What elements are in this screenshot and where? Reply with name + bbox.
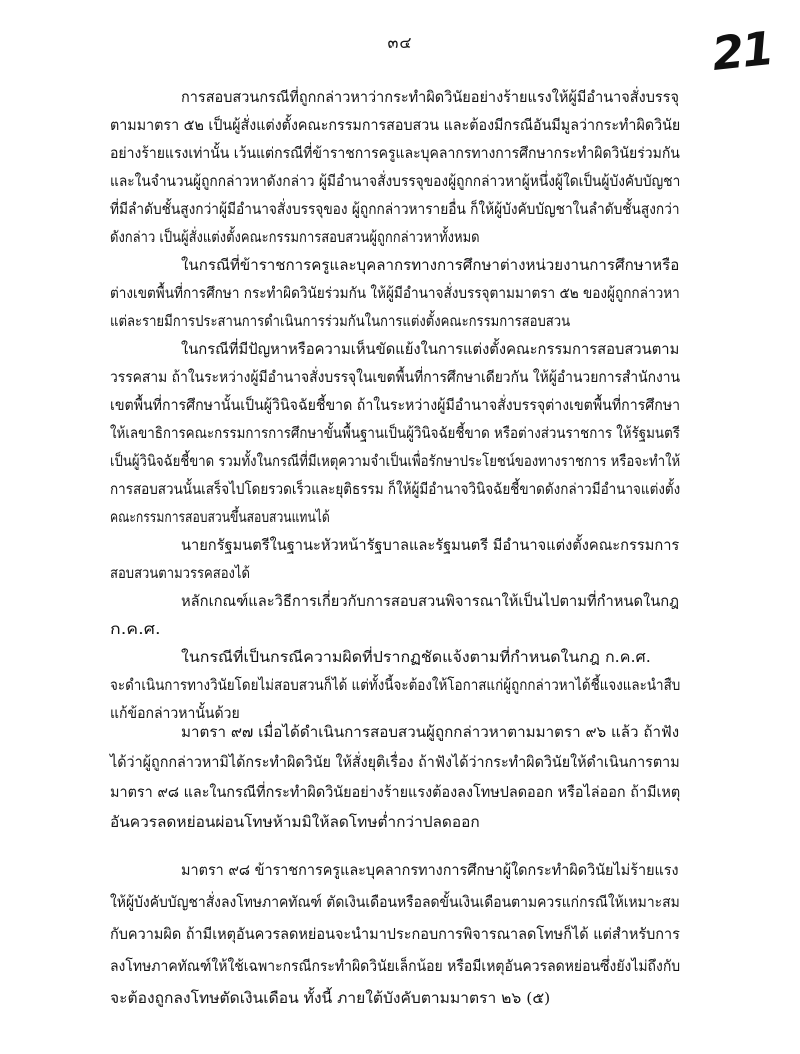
text-line: แก้ข้อกล่าวหานั้นด้วย [110,704,240,722]
text-line: ต่างเขตพื้นที่การศึกษา กระทำผิดวินัยร่วมกัน ให้ผู้มีอำนาจสั่งบรรจุตามมาตรา ๕๒ ของผู้ถูกกล่าวหา [110,284,680,302]
text-line: อย่างร้ายแรงเท่านั้น เว้นแต่กรณีที่ข้าราชการครูและบุคลากรทางการศึกษากระทำผิดวินัยร่วมกัน [110,144,680,162]
text-line: การสอบสวนนั้นเสร็จไปโดยรวดเร็วและยุติธรรม ก็ให้ผู้มีอำนาจวินิจฉัยชี้ขาดดังกล่าวมีอำนาจแต่งตั้ง [110,480,681,498]
text-line: ในกรณีที่ข้าราชการครูและบุคลากรทางการศึกษาต่างหน่วยงานการศึกษาหรือ [181,256,680,274]
text-line: นายกรัฐมนตรีในฐานะหัวหน้ารัฐบาลและรัฐมนตรี มีอำนาจแต่งตั้งคณะกรรมการ [181,536,680,554]
text-line: อันควรลดหย่อนผ่อนโทษห้ามมิให้ลดโทษต่ำกว่าปลดออก [110,813,480,831]
text-line: ได้ว่าผู้ถูกกล่าวหามิได้กระทำผิดวินัย ให้สั่งยุติเรื่อง ถ้าฟังได้ว่ากระทำผิดวินัยให้ดำเนินการตาม [110,753,680,771]
text-line: ตามมาตรา ๕๒ เป็นผู้สั่งแต่งตั้งคณะกรรมการสอบสวน และต้องมีกรณีอันมีมูลว่ากระทำผิดวินัย [110,116,681,134]
text-line: ที่มีลำดับชั้นสูงกว่าผู้มีอำนาจสั่งบรรจุของ ผู้ถูกกล่าวหารายอื่น ก็ให้ผู้บังคับบัญชาในลำดับชั้นสูงกว่า [110,200,680,218]
text-line: ในกรณีที่เป็นกรณีความผิดที่ปรากฏชัดแจ้งตามที่กำหนดในกฎ ก.ค.ศ. [181,648,651,666]
handwritten-page-mark: 21 [709,21,775,81]
text-line: แต่ละรายมีการประสานการดำเนินการร่วมกันในการแต่งตั้งคณะกรรมการสอบสวน [110,312,571,330]
text-line: คณะกรรมการสอบสวนขึ้นสอบสวนแทนได้ [110,508,330,526]
text-line: สอบสวนตามวรรคสองได้ [110,564,250,582]
text-line: จะต้องถูกลงโทษตัดเงินเดือน ทั้งนี้ ภายใต้บังคับตามมาตรา ๒๖ (๕) [110,989,551,1007]
section-98-heading-line: มาตรา ๙๘ ข้าราชการครูและบุคลากรทางการศึกษาผู้ใดกระทำผิดวินัยไม่ร้ายแรง [181,861,679,879]
text-line: ในกรณีที่มีปัญหาหรือความเห็นขัดแย้งในการแต่งตั้งคณะกรรมการสอบสวนตาม [181,340,680,358]
page-number: ๓๔ [387,33,413,52]
section-97-heading-line: มาตรา ๙๗ เมื่อได้ดำเนินการสอบสวนผู้ถูกกล่าวหาตามมาตรา ๙๖ แล้ว ถ้าฟัง [181,723,680,741]
text-line: เขตพื้นที่การศึกษานั้นเป็นผู้วินิจฉัยชี้ขาด ถ้าในระหว่างผู้มีอำนาจสั่งบรรจุต่างเขตพื้นที่การศึกษา [110,396,681,414]
text-line: ให้ผู้บังคับบัญชาสั่งลงโทษภาคทัณฑ์ ตัดเงินเดือนหรือลดขั้นเงินเดือนตามควรแก่กรณีให้เหมาะสม [110,893,680,911]
text-line: ดังกล่าว เป็นผู้สั่งแต่งตั้งคณะกรรมการสอบสวนผู้ถูกกล่าวหาทั้งหมด [110,228,480,246]
text-line: การสอบสวนกรณีที่ถูกกล่าวหาว่ากระทำผิดวินัยอย่างร้ายแรงให้ผู้มีอำนาจสั่งบรรจุ [181,88,679,106]
text-line: กับความผิด ถ้ามีเหตุอันควรลดหย่อนจะนำมาประกอบการพิจารณาลดโทษก็ได้ แต่สำหรับการ [110,925,680,943]
text-line: มาตรา ๙๘ และในกรณีที่กระทำผิดวินัยอย่างร้ายแรงต้องลงโทษปลดออก หรือไล่ออก ถ้ามีเหตุ [110,783,681,801]
text-line: ก.ค.ศ. [110,620,161,638]
text-line: ให้เลขาธิการคณะกรรมการการศึกษาขั้นพื้นฐานเป็นผู้วินิจฉัยชี้ขาด หรือต่างส่วนราชการ ให้รัฐมนตรี [110,424,680,442]
text-line: และในจำนวนผู้ถูกกล่าวหาดังกล่าว ผู้มีอำนาจสั่งบรรจุของผู้ถูกกล่าวหาผู้หนึ่งผู้ใดเป็นผู้บังคับบัญชา [110,172,681,190]
text-line: วรรคสาม ถ้าในระหว่างผู้มีอำนาจสั่งบรรจุในเขตพื้นที่การศึกษาเดียวกัน ให้ผู้อำนวยการสำนักงาน [110,368,681,386]
text-line: หลักเกณฑ์และวิธีการเกี่ยวกับการสอบสวนพิจารณาให้เป็นไปตามที่กำหนดในกฎ [181,592,680,610]
text-line: จะดำเนินการทางวินัยโดยไม่สอบสวนก็ได้ แต่ทั้งนี้จะต้องให้โอกาสแก่ผู้ถูกกล่าวหาได้ชี้แจงและนำสืบ [110,676,681,694]
text-line: ลงโทษภาคทัณฑ์ให้ใช้เฉพาะกรณีกระทำผิดวินัยเล็กน้อย หรือมีเหตุอันควรลดหย่อนซึ่งยังไม่ถึงกับ [110,957,681,975]
text-line: เป็นผู้วินิจฉัยชี้ขาด รวมทั้งในกรณีที่มีเหตุความจำเป็นเพื่อรักษาประโยชน์ของทางราชการ หรือจะทำให้ [110,452,681,470]
